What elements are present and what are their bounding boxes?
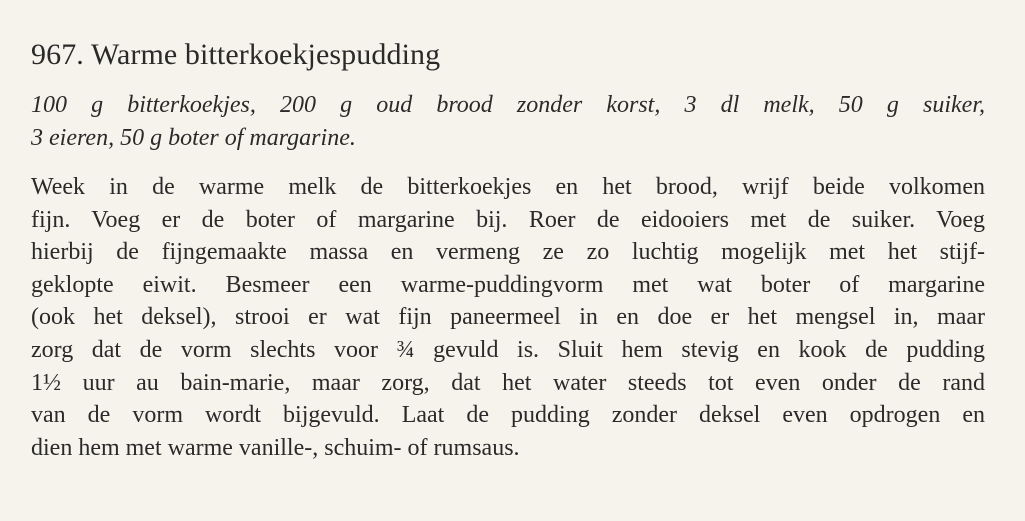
instruction-line: van de vorm wordt bijgevuld. Laat de pudding zonder deksel even opdrogen en — [31, 402, 985, 429]
recipe-title: 967. Warme bitterkoekjespudding — [31, 38, 441, 71]
instruction-line: 1½ uur au bain-marie, maar zorg, dat het water steeds tot even onder de rand — [31, 369, 985, 396]
instruction-line: dien hem met warme vanille-, schuim- of rumsaus. — [31, 434, 520, 461]
instruction-line: fijn. Voeg er de boter of margarine bij. Roer de eidooiers met de suiker. Voeg — [31, 206, 985, 233]
ingredients-list — [31, 89, 985, 155]
ingredients-line: 3 eieren, 50 g boter of margarine. — [31, 125, 356, 151]
instruction-line: zorg dat de vorm slechts voor ¾ gevuld is. Sluit hem stevig en kook de pudding — [31, 336, 985, 363]
instructions-paragraph — [31, 171, 985, 464]
instruction-line: (ook het deksel), strooi er wat fijn paneermeel in en doe er het mengsel in, maar — [31, 304, 985, 331]
instruction-line: geklopte eiwit. Besmeer een warme-puddingvorm met wat boter of margarine — [31, 271, 985, 298]
instruction-line: hierbij de fijngemaakte massa en vermeng ze zo luchtig mogelijk met het stijf- — [31, 239, 985, 266]
ingredients-line: 100 g bitterkoekjes, 200 g oud brood zonder korst, 3 dl melk, 50 g suiker, — [31, 92, 985, 118]
instruction-line: Week in de warme melk de bitterkoekjes en het brood, wrijf beide volkomen — [31, 174, 985, 200]
